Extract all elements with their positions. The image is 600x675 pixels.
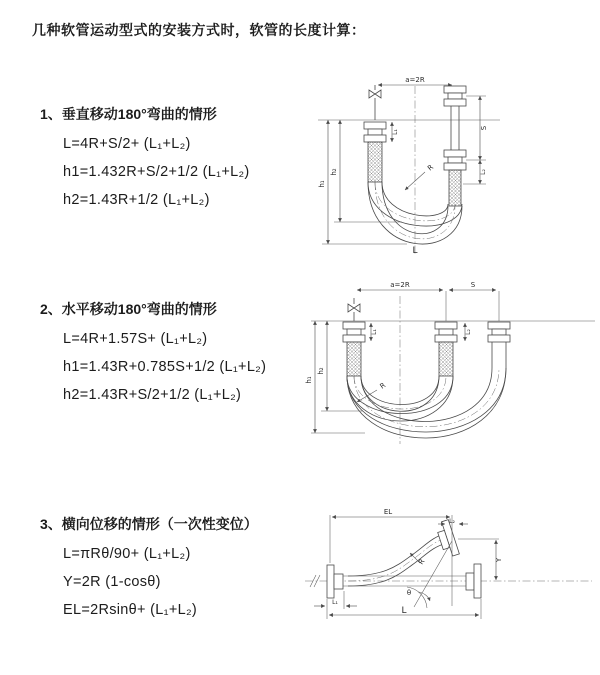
section-2-formula-h2: h2=1.43R+S/2+1/2 (L₁+L₂) xyxy=(63,387,242,403)
section-3-formula-EL: EL=2Rsinθ+ (L₁+L₂) xyxy=(63,602,198,618)
dim-a2r-label: a=2R xyxy=(405,76,425,84)
angle-construction xyxy=(407,541,452,608)
diagram-lateral-displacement xyxy=(300,503,600,645)
right-flange xyxy=(488,322,510,368)
dim-l2 xyxy=(463,160,487,184)
section-2 xyxy=(40,299,320,415)
right-flange-upper xyxy=(444,86,466,106)
dim-l1 xyxy=(314,591,357,609)
section-1-heading: 1、垂直移动180°弯曲的情形 xyxy=(40,106,217,122)
dim-l1 xyxy=(392,122,399,142)
displaced-flange xyxy=(435,520,459,559)
dim-h1-label: h₁ xyxy=(305,376,313,384)
page-title: 几种软管运动型式的安装方式时，软管的长度计算： xyxy=(32,22,366,38)
dim-h2-label: h₂ xyxy=(317,367,325,375)
dim-h1-label: h₁ xyxy=(318,180,326,188)
dim-l1-label: L₁ xyxy=(371,329,378,335)
dim-l2 xyxy=(465,323,472,341)
left-flange xyxy=(327,565,343,598)
dim-s xyxy=(466,96,488,160)
straight-pipe xyxy=(343,576,468,586)
dim-a2r xyxy=(378,76,452,85)
valve-icon xyxy=(369,85,381,120)
dim-a2r xyxy=(357,281,499,321)
dim-l2-label: L₂ xyxy=(465,329,472,335)
section-2-formula-L: L=4R+1.57S+ (L₁+L₂) xyxy=(63,331,208,347)
length-label: L xyxy=(412,246,418,256)
dim-h2-label: h₂ xyxy=(330,168,338,176)
dim-l1 xyxy=(371,323,378,341)
dim-l2-label: L₂ xyxy=(480,169,487,175)
section-3-heading: 3、横向位移的情形（一次性变位） xyxy=(40,516,258,532)
diagram-vertical-180-bend xyxy=(312,72,592,257)
dim-s-label: S xyxy=(480,125,488,131)
dim-a2r-label: a=2R xyxy=(390,281,410,289)
dim-s xyxy=(449,281,496,290)
left-flange xyxy=(364,122,386,182)
section-3 xyxy=(40,514,320,630)
dim-s-label: S xyxy=(470,281,476,289)
radius-label: R xyxy=(426,163,436,173)
dim-l-label: L xyxy=(401,606,407,616)
dim-l xyxy=(327,599,481,619)
right-flange-lower xyxy=(444,150,466,206)
middle-flange xyxy=(435,322,457,376)
section-3-formula-Y: Y=2R (1-cosθ) xyxy=(63,574,161,590)
angle-theta-label: θ xyxy=(406,589,412,597)
radius-label: R xyxy=(378,381,388,391)
dim-el xyxy=(330,508,452,606)
section-1-formula-h2: h2=1.43R+1/2 (L₁+L₂) xyxy=(63,192,210,208)
dim-y-label: Y xyxy=(495,557,503,563)
hose-s-curve xyxy=(348,533,447,586)
radius-callout xyxy=(405,163,435,190)
dim-el-label: EL xyxy=(383,508,393,516)
section-1-formula-L: L=4R+S/2+ (L₁+L₂) xyxy=(63,136,191,152)
section-2-heading: 2、水平移动180°弯曲的情形 xyxy=(40,301,217,317)
section-1-formula-h1: h1=1.432R+S/2+1/2 (L₁+L₂) xyxy=(63,164,250,180)
left-flange xyxy=(343,322,365,376)
radius-label: R xyxy=(417,557,427,567)
dim-l1-label: L₁ xyxy=(332,599,338,606)
right-riser-pipe xyxy=(451,106,459,150)
section-1 xyxy=(40,104,320,220)
diagram-horizontal-180-bend xyxy=(303,278,600,456)
dim-l2-label: L₂ xyxy=(449,518,455,525)
right-flange xyxy=(466,564,481,598)
section-3-formula-L: L=πRθ/90+ (L₁+L₂) xyxy=(63,546,191,562)
valve-icon xyxy=(348,298,360,321)
dim-h1 xyxy=(318,120,407,244)
section-2-formula-h1: h1=1.43R+0.785S+1/2 (L₁+L₂) xyxy=(63,359,267,375)
dim-l1-label: L₁ xyxy=(392,129,399,135)
